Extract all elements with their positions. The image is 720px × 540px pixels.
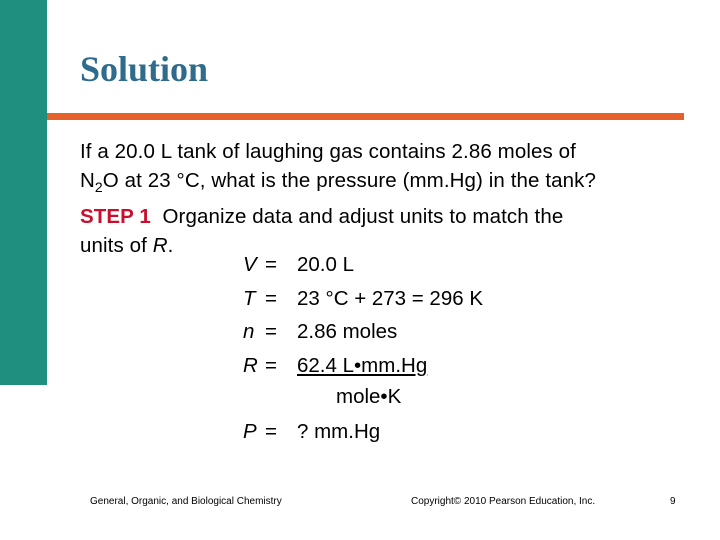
question-line-2 (80, 166, 700, 202)
step-label: STEP 1 (80, 205, 151, 228)
question-text-1: If a 20.0 L tank of laughing gas contains 2.86 moles of (80, 140, 576, 163)
eq-value-denominator: mole•K (336, 385, 402, 408)
step-text-1: Organize data and adjust units to match the (150, 205, 564, 228)
eq-op: = (265, 287, 277, 310)
eq-op: = (265, 354, 277, 377)
eq-op: = (265, 253, 277, 276)
equation-p (243, 420, 380, 444)
eq-var: n (243, 320, 255, 343)
title-rule-left (47, 113, 60, 120)
question-line-1 (80, 137, 700, 166)
equation-n (243, 320, 397, 344)
eq-var: V (243, 253, 257, 276)
eq-op: = (265, 420, 277, 443)
equation-v (243, 253, 354, 277)
footer-copyright: Copyright© 2010 Pearson Education, Inc. (411, 496, 596, 507)
step-var-r: R (152, 234, 168, 257)
eq-value: 20.0 L (297, 253, 354, 276)
question-text-2: O at 23 °C, what is the pressure (mm.Hg) in the tank? (102, 169, 596, 192)
eq-op: = (265, 320, 277, 343)
eq-value: 2.86 moles (297, 320, 398, 343)
step-text-2: units of (80, 234, 153, 257)
eq-value: ? mm.Hg (297, 420, 381, 443)
slide-title: Solution (80, 49, 209, 89)
eq-var: P (243, 420, 257, 443)
eq-var: T (243, 287, 256, 310)
left-accent-bar (0, 0, 47, 385)
title-rule (60, 113, 684, 120)
slide-body (80, 137, 700, 260)
eq-value: 23 °C + 273 = 296 K (297, 287, 484, 310)
equation-r (243, 354, 427, 378)
step-line-1 (80, 202, 700, 231)
step-text-2-end: . (167, 234, 174, 257)
equation-t (243, 287, 483, 311)
step-line-2 (80, 231, 700, 260)
footer-course: General, Organic, and Biological Chemistry (90, 496, 282, 507)
formula-n: N (80, 169, 95, 192)
formula-subscript: 2 (94, 179, 103, 195)
page-number: 9 (670, 496, 676, 507)
equation-r-denominator (336, 385, 401, 409)
eq-var: R (243, 354, 258, 377)
eq-value-numerator: 62.4 L•mm.Hg (297, 354, 428, 377)
